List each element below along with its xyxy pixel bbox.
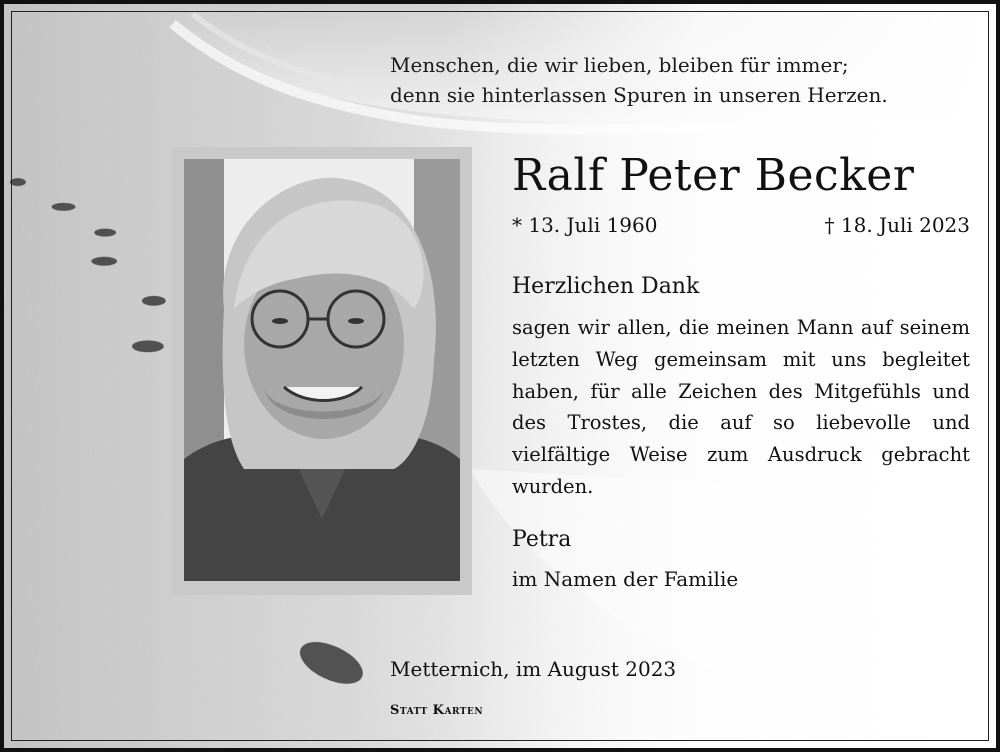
- life-dates: [512, 210, 970, 240]
- statt-karten-notice: Statt Karten: [390, 703, 484, 718]
- portrait-photo: [184, 159, 460, 581]
- verse-line-2: denn sie hinterlassen Spuren in unseren Herzen.: [390, 83, 888, 107]
- thanks-text: sagen wir allen, die meinen Mann auf seinem letzten Weg gemeinsam mit uns begleitet haben, für alle Zeichen des Mitgefühls und des Trostes, die auf so liebevolle und vielfältige Weise zum Ausdruck gebracht wurden.: [512, 316, 970, 498]
- signature-name: Petra: [512, 527, 572, 552]
- family-line: im Namen der Familie: [512, 567, 739, 591]
- portrait-frame: [172, 147, 472, 595]
- deceased-name: Ralf Peter Becker: [512, 150, 915, 201]
- thanks-heading: Herzlichen Dank: [512, 274, 700, 299]
- verse-line-1: Menschen, die wir lieben, bleiben für immer;: [390, 53, 849, 77]
- death-date: † 18. Juli 2023: [824, 213, 970, 237]
- memorial-verse: [390, 50, 950, 110]
- place-and-date: Metternich, im August 2023: [390, 657, 677, 681]
- portrait-illustration: [184, 159, 460, 581]
- birth-date: * 13. Juli 1960: [512, 213, 658, 237]
